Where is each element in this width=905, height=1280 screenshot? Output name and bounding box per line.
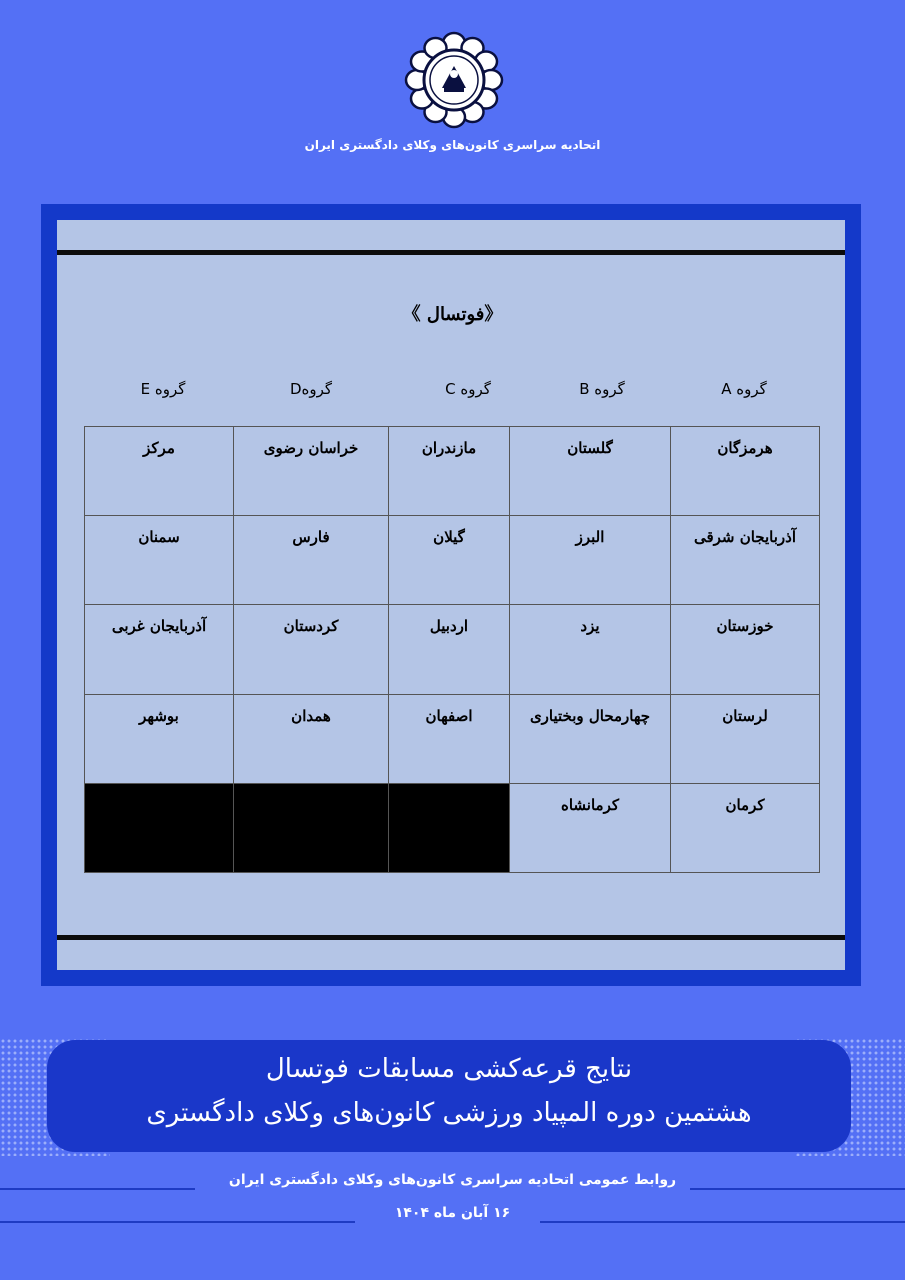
table-cell: گلستان [510, 427, 671, 516]
group-label-e: گروه E [140, 380, 186, 398]
group-label-a: گروه A [721, 380, 767, 398]
table-row [85, 694, 820, 783]
blank-cell [234, 783, 389, 872]
table-cell: کرمانشاه [510, 783, 671, 872]
table-cell: فارس [234, 516, 389, 605]
bottom-divider [57, 935, 845, 940]
table-cell: اصفهان [389, 694, 510, 783]
table-cell: البرز [510, 516, 671, 605]
table-cell: خوزستان [671, 605, 820, 694]
title-banner [47, 1040, 851, 1152]
table-cell: خراسان رضوی [234, 427, 389, 516]
footer-line-left [0, 1188, 195, 1190]
table-cell: کردستان [234, 605, 389, 694]
draw-table [84, 426, 820, 873]
blank-cell [389, 783, 510, 872]
table-cell: بوشهر [85, 694, 234, 783]
table-cell: کرمان [671, 783, 820, 872]
group-label-b: گروه B [579, 380, 625, 398]
table-cell: مازندران [389, 427, 510, 516]
banner-title: نتایج قرعه‌کشی مسابقات فوتسال [265, 1054, 633, 1084]
table-cell: مرکز [85, 427, 234, 516]
organization-name: اتحادیه سراسری کانون‌های وکلای دادگستری ایران [304, 138, 601, 152]
table-cell: چهارمحال وبختیاری [510, 694, 671, 783]
sport-title: 《فوتسال 》 [402, 304, 503, 325]
table-row [85, 605, 820, 694]
footer-date: ۱۶ آبان ماه ۱۴۰۴ [394, 1205, 511, 1221]
blank-cell [85, 783, 234, 872]
banner-subtitle: هشتمین دوره المپیاد ورزشی کانون‌های وکلای دادگستری [146, 1098, 752, 1128]
table-cell: آذربایجان غربی [85, 605, 234, 694]
table-row [85, 516, 820, 605]
group-label-c: گروه C [445, 380, 491, 398]
association-emblem-icon [404, 30, 504, 130]
table-cell: سمنان [85, 516, 234, 605]
table-cell: گیلان [389, 516, 510, 605]
table-cell: لرستان [671, 694, 820, 783]
table-cell: همدان [234, 694, 389, 783]
group-label-d: گروهD [289, 380, 333, 398]
table-cell: آذربایجان شرقی [671, 516, 820, 605]
table-cell: یزد [510, 605, 671, 694]
table-cell: هرمزگان [671, 427, 820, 516]
footer-public-relations: روابط عمومی اتحادیه سراسری کانون‌های وکلای دادگستری ایران [228, 1172, 677, 1188]
footer-line-right [690, 1188, 905, 1190]
table-row [85, 783, 820, 872]
table-row [85, 427, 820, 516]
top-divider [57, 250, 845, 255]
table-cell: اردبیل [389, 605, 510, 694]
footer-line-left-2 [0, 1221, 355, 1223]
footer-line-right-2 [540, 1221, 905, 1223]
